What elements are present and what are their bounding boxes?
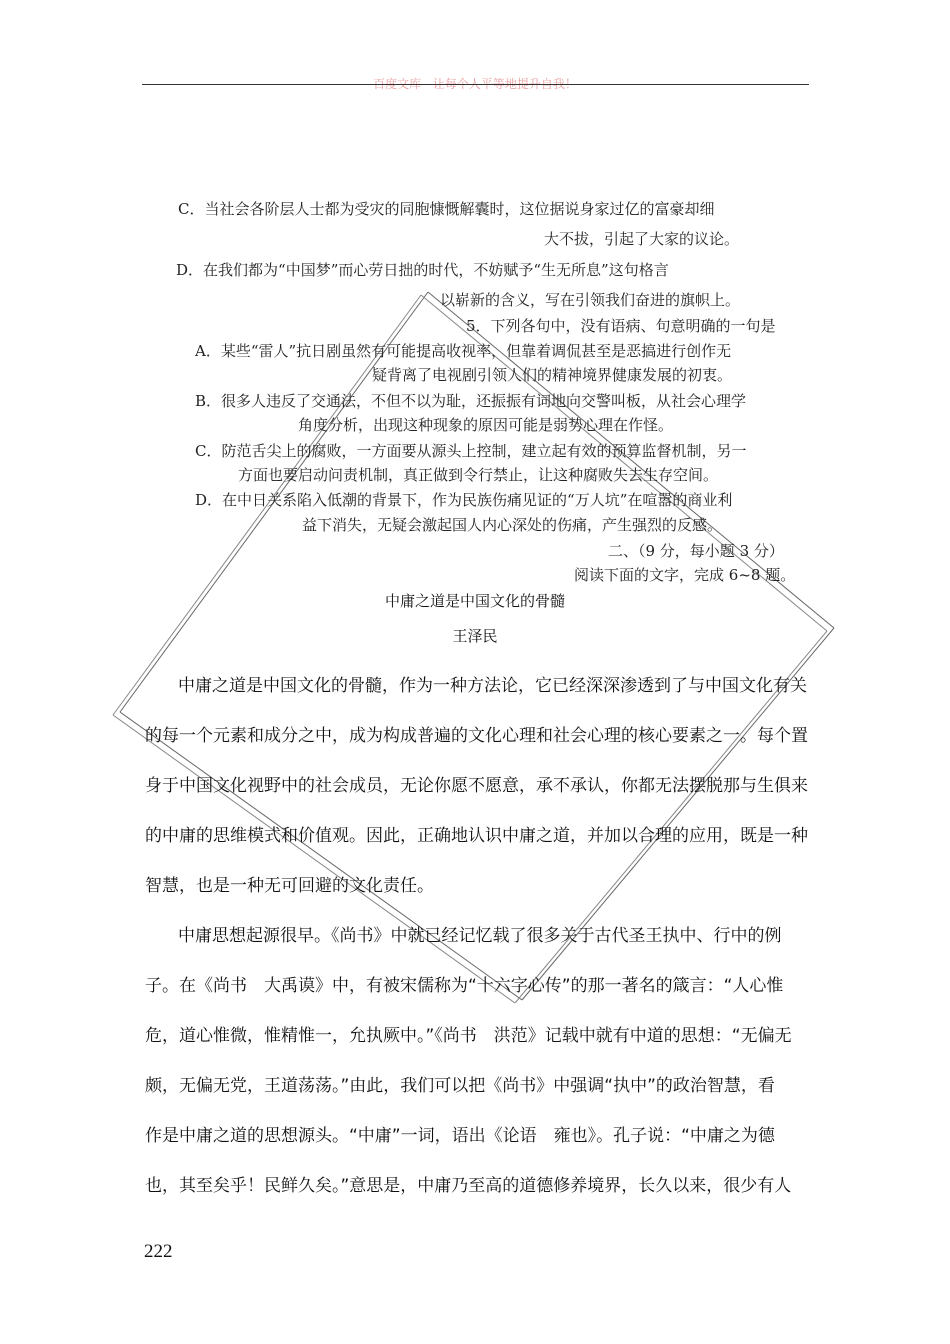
q5-option-c-line2: 方面也要启动问责机制，真正做到令行禁止，让这种腐败失去生存空间。 [238,466,719,484]
q5-option-b-line2: 角度分析，出现这种现象的原因可能是弱势心理在作怪。 [298,416,674,434]
q4-option-d-line2: 以崭新的含义，写在引领我们奋进的旗帜上。 [440,291,741,309]
q5-option-d-line2: 益下消失，无疑会激起国人内心深处的伤痛，产生强烈的反感。 [302,516,723,534]
article-line-8: 危，道心惟微，惟精惟一，允执厥中。”《尚书 洪范》记载中就有中道的思想：“无偏无 [145,1026,792,1046]
header-watermark: 百度文库 - 让每个人平等地提升自我！ [373,77,577,91]
section-2-instruction: 阅读下面的文字，完成 6~8 题。 [574,566,796,584]
section-2-heading: 二、（9 分，每小题 3 分） [608,542,784,560]
article-line-4: 的中庸的思维模式和价值观。因此，正确地认识中庸之道，并加以合理的应用，既是一种 [145,826,808,846]
q4-option-c-line2-text: 大不拔，引起了大家的议论。 [544,230,740,248]
q5-option-a-line1: A．某些“雷人”抗日剧虽然有可能提高收视率，但靠着调侃甚至是恶搞进行创作无 [195,342,732,360]
page-number: 222 [144,1241,173,1262]
q5-option-c-line1: C．防范舌尖上的腐败，一方面要从源头上控制，建立起有效的预算监督机制，另一 [195,442,747,460]
q4-option-d-line1: D．在我们都为“中国梦”而心劳日拙的时代，不妨赋予“生无所息”这句格言 [176,261,669,279]
article-line-6: 中庸思想起源很早。《尚书》中就已经记忆载了很多关于古代圣王执中、行中的例 [178,926,782,946]
q5-option-d-line1: D．在中日关系陷入低潮的背景下，作为民族伤痛见证的“万人坑”在喧嚣的商业利 [195,491,733,509]
article-line-9: 颇，无偏无党，王道荡荡。”由此，我们可以把《尚书》中强调“执中”的政治智慧，看 [145,1076,775,1096]
q5-option-a-line2: 疑背离了电视剧引领人们的精神境界健康发展的初衷。 [372,366,733,384]
article-author: 王泽民 [452,627,498,645]
q4-option-c-line2 [544,228,739,249]
article-line-11: 也，其至矣乎！民鲜久矣。”意思是，中庸乃至高的道德修养境界，长久以来，很少有人 [145,1176,792,1196]
article-line-2: 的每一个元素和成分之中，成为构成普遍的文化心理和社会心理的核心要素之一。每个置 [145,726,808,746]
q5-option-b-line1: B．很多人违反了交通法，不但不以为耻，还振振有词地向交警叫板，从社会心理学 [195,392,747,410]
article-line-5: 智慧，也是一种无可回避的文化责任。 [145,876,434,896]
q5-stem: 5．下列各句中，没有语病、句意明确的一句是 [466,317,776,335]
article-line-10: 作是中庸之道的思想源头。“中庸”一词，语出《论语 雍也》。孔子说：“中庸之为德 [145,1126,775,1146]
q4-option-c-line1: C．当社会各阶层人士都为受灾的同胞慷慨解囊时，这位据说身家过亿的富豪却细 [178,200,715,218]
article-line-1: 中庸之道是中国文化的骨髓，作为一种方法论，它已经深深渗透到了与中国文化有关 [178,676,807,696]
article-line-7: 子。在《尚书 大禹谟》中，有被宋儒称为“十六字心传”的那一著名的箴言：“人心惟 [145,976,784,996]
article-title: 中庸之道是中国文化的骨髓 [384,592,565,610]
article-line-3: 身于中国文化视野中的社会成员，无论你愿不愿意，承不承认，你都无法摆脱那与生俱来 [145,776,808,796]
